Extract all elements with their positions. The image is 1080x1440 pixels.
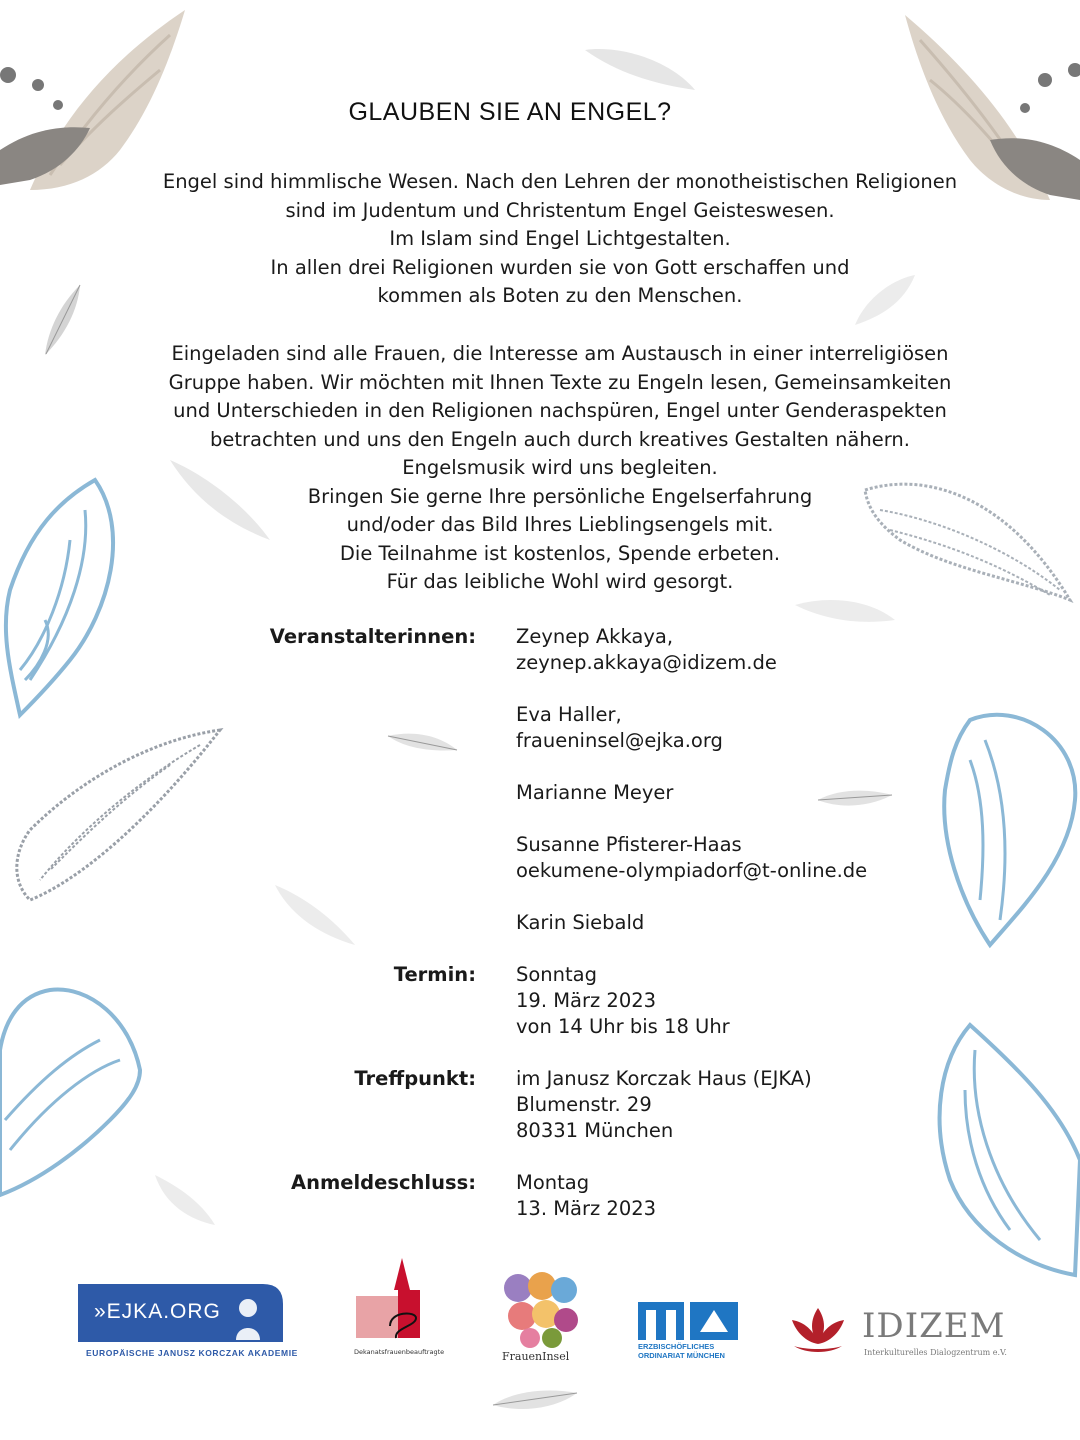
ordinariat-logo xyxy=(638,1302,748,1364)
idizem-logo xyxy=(786,1302,1026,1362)
treffpunkt-line: im Janusz Korczak Haus (EJKA) xyxy=(516,1067,812,1090)
intro-line: Engelsmusik wird uns begleiten. xyxy=(402,456,718,479)
ejka-logo-subtitle: EUROPÄISCHE JANUSZ KORCZAK AKADEMIE xyxy=(86,1348,298,1358)
intro-line: Für das leibliche Wohl wird gesorgt. xyxy=(386,570,734,593)
termin-label: Termin: xyxy=(393,963,476,986)
dekanat-logo-graphic xyxy=(354,1256,444,1348)
organizers-list xyxy=(516,624,1080,936)
fraueninsel-logo-caption: FrauenInsel xyxy=(502,1350,570,1363)
intro-line: und Unterschieden in den Religionen nachspüren, Engel unter Genderaspekten xyxy=(173,399,947,422)
treffpunkt-row xyxy=(0,1066,1080,1144)
organizer-email[interactable]: zeynep.akkaya@idizem.de xyxy=(516,651,777,674)
organizer xyxy=(516,702,1080,754)
intro-line: Gruppe haben. Wir möchten mit Ihnen Texte zu Engeln lesen, Gemeinsamkeiten xyxy=(168,370,952,394)
treffpunkt-label: Treffpunkt: xyxy=(354,1067,476,1090)
feather-icon xyxy=(580,40,700,100)
anmeldeschluss-line: 13. März 2023 xyxy=(516,1197,657,1220)
organizer-name: Susanne Pfisterer-Haas xyxy=(516,833,742,856)
termin-line: Sonntag xyxy=(516,963,597,986)
intro-line: sind im Judentum und Christentum Engel Geisteswesen. xyxy=(285,198,835,222)
termin-line: von 14 Uhr bis 18 Uhr xyxy=(516,1015,730,1038)
organizer-name: Zeynep Akkaya, xyxy=(516,625,674,648)
organizers-row xyxy=(0,624,1080,936)
event-details xyxy=(0,624,1080,1248)
treffpunkt-line: Blumenstr. 29 xyxy=(516,1093,652,1116)
organizer-name: Marianne Meyer xyxy=(516,781,674,804)
termin-line: 19. März 2023 xyxy=(516,989,657,1012)
organizer xyxy=(516,780,1080,806)
anmeldeschluss-value xyxy=(516,1170,1080,1222)
organizers-label: Veranstalterinnen: xyxy=(269,625,476,648)
ordinariat-logo-graphic xyxy=(638,1302,738,1340)
ejka-logo xyxy=(78,1284,298,1364)
treffpunkt-line: 80331 München xyxy=(516,1119,674,1142)
anmeldeschluss-row xyxy=(0,1170,1080,1222)
intro-line: In allen drei Religionen wurden sie von Gott erschaffen und xyxy=(270,255,850,279)
termin-value xyxy=(516,962,1080,1040)
dekanat-logo-caption: Dekanatsfrauenbeauftragte xyxy=(354,1348,445,1356)
fraueninsel-logo xyxy=(500,1270,580,1368)
intro-line: Bringen Sie gerne Ihre persönliche Engelserfahrung xyxy=(307,484,813,508)
ordinariat-logo-line1: ERZBISCHÖFLICHES xyxy=(638,1342,715,1351)
anmeldeschluss-label: Anmeldeschluss: xyxy=(290,1171,476,1194)
idizem-logo-subtitle: Interkulturelles Dialogzentrum e.V. xyxy=(864,1348,1007,1357)
termin-row xyxy=(0,962,1080,1040)
organizer xyxy=(516,832,1080,884)
feather-icon xyxy=(490,1385,580,1415)
page-title: GLAUBEN SIE AN ENGEL? xyxy=(348,98,672,126)
intro-paragraph-1 xyxy=(60,168,1060,311)
intro-line: kommen als Boten zu den Menschen. xyxy=(377,284,743,307)
intro-line: Eingeladen sind alle Frauen, die Interesse am Austausch in einer interreligiösen xyxy=(171,342,949,365)
organizer xyxy=(516,910,1080,936)
intro-line: und/oder das Bild Ihres Lieblingsengels mit. xyxy=(346,513,774,536)
intro-line: Im Islam sind Engel Lichtgestalten. xyxy=(389,227,731,250)
idizem-logo-graphic xyxy=(786,1302,850,1362)
idizem-logo-text: IDIZEM xyxy=(862,1306,1006,1346)
anmeldeschluss-line: Montag xyxy=(516,1171,590,1194)
organizer-name: Eva Haller, xyxy=(516,703,622,726)
intro-paragraph-2 xyxy=(60,340,1060,597)
intro-line: Die Teilnahme ist kostenlos, Spende erbeten. xyxy=(339,541,781,565)
treffpunkt-value xyxy=(516,1066,1080,1144)
intro-line: betrachten und uns den Engeln auch durch kreatives Gestalten nähern. xyxy=(210,427,910,451)
ordinariat-logo-line2: ORDINARIAT MÜNCHEN xyxy=(638,1351,725,1360)
organizer xyxy=(516,624,1080,676)
organizer-email[interactable]: fraueninsel@ejka.org xyxy=(516,729,723,752)
dekanat-logo xyxy=(354,1256,444,1364)
intro-line: Engel sind himmlische Wesen. Nach den Lehren der monotheistischen Religionen xyxy=(162,170,958,193)
sponsor-logos xyxy=(0,1250,1080,1370)
fraueninsel-logo-graphic xyxy=(500,1270,580,1350)
organizer-email[interactable]: oekumene-olympiadorf@t-online.de xyxy=(516,859,868,882)
ejka-logo-text: »EJKA.ORG xyxy=(94,1300,221,1323)
organizer-name: Karin Siebald xyxy=(516,911,645,934)
